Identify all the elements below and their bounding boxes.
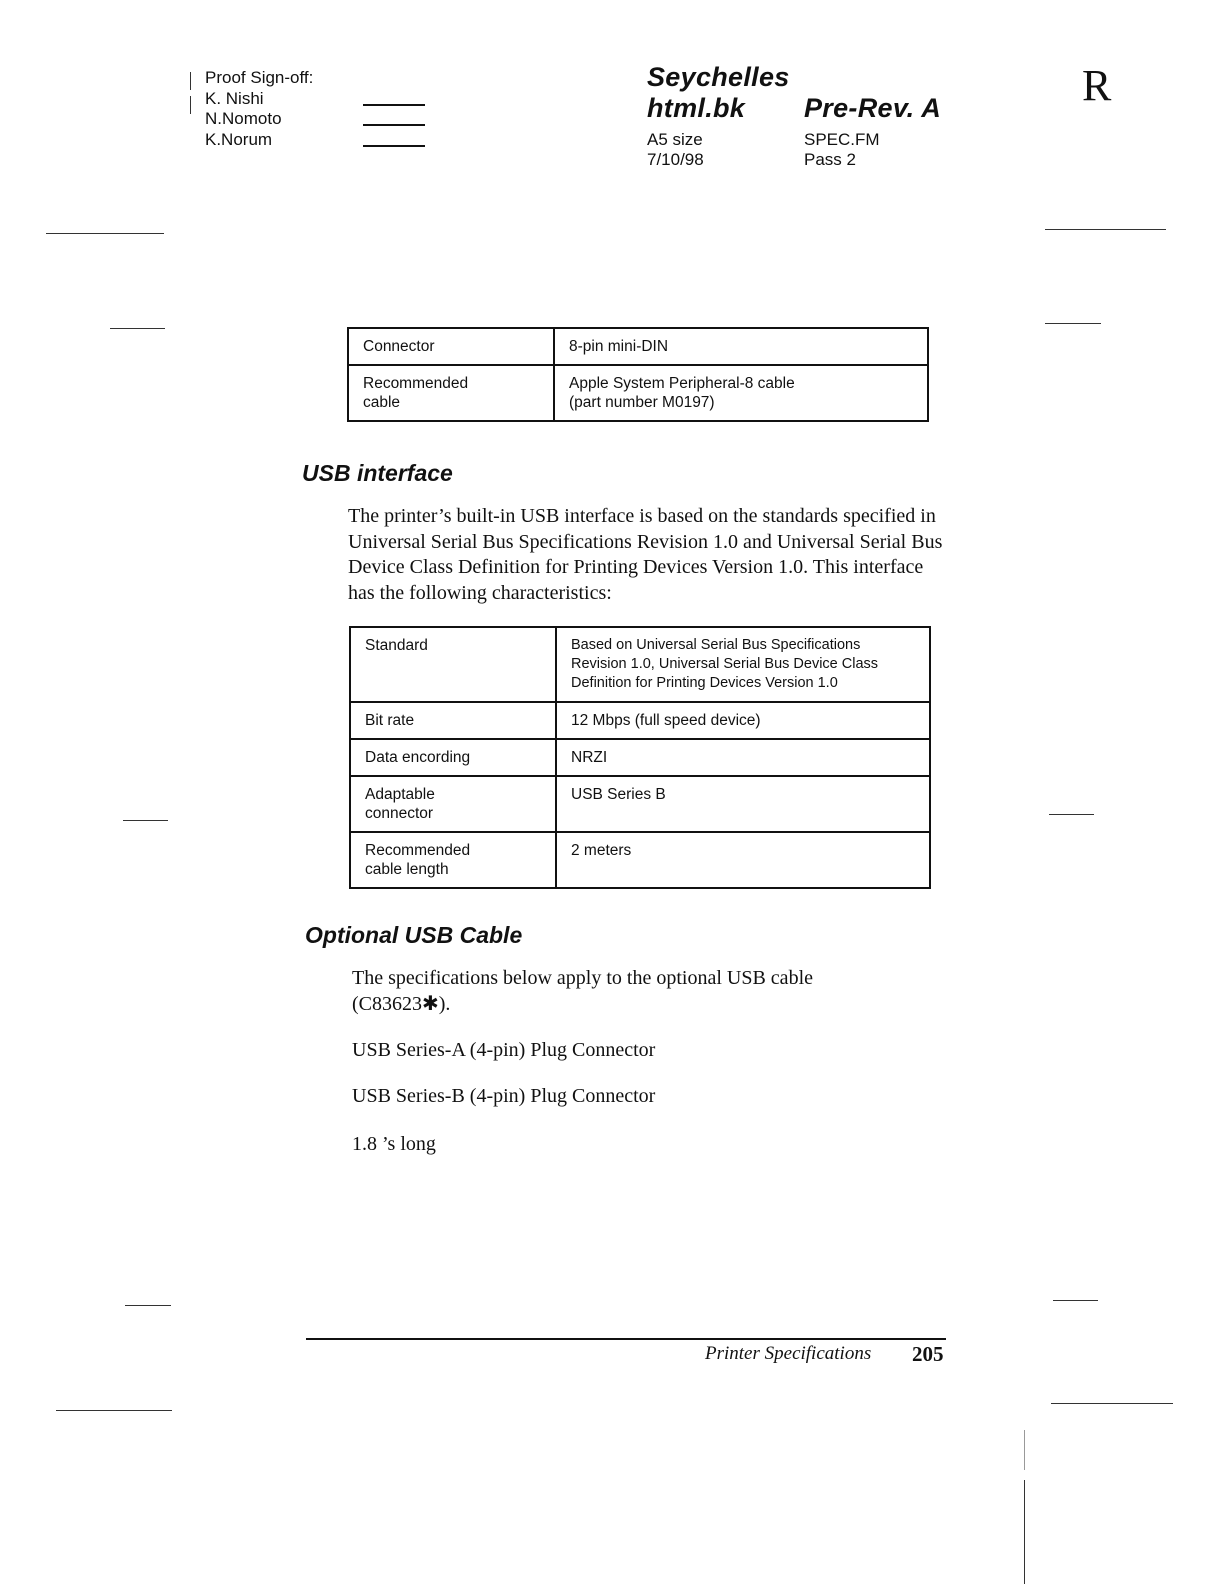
table-cell-label: Recommended cable [348, 365, 554, 421]
crop-mark [1051, 1403, 1173, 1404]
table-row [348, 328, 928, 365]
list-item: USB Series-A (4-pin) Plug Connector [352, 1039, 656, 1061]
table-cell-value: USB Series B [556, 776, 930, 832]
crop-mark [1053, 1300, 1098, 1301]
table-row [350, 702, 930, 739]
crop-mark [1049, 814, 1094, 815]
section-title-usb: USB interface [302, 460, 453, 486]
header-date: 7/10/98 [647, 150, 704, 169]
list-item: 1.8 ’s long [352, 1133, 436, 1155]
table-cell-label: Connector [348, 328, 554, 365]
proof-signoff-block [205, 68, 313, 150]
header-pass: Pass 2 [804, 150, 856, 169]
header-file: SPEC.FM [804, 130, 880, 149]
crop-mark [125, 1305, 171, 1306]
crop-mark [1045, 229, 1166, 230]
optional-cable-paragraph: The specifications below apply to the optional USB cable (C83623✱). [352, 967, 813, 1015]
table-cell-label: Data encording [350, 739, 556, 776]
table-row [350, 776, 930, 832]
header-size: A5 size [647, 130, 703, 149]
table-cell-value: 2 meters [556, 832, 930, 888]
table-cell-value: NRZI [556, 739, 930, 776]
table-row [350, 627, 930, 702]
header-title: Seychelles [647, 62, 790, 92]
table-cell-label: Bit rate [350, 702, 556, 739]
crop-mark [46, 233, 164, 234]
margin-tick [190, 72, 191, 90]
footer-section-name: Printer Specifications [705, 1343, 872, 1364]
header-book: html.bk [647, 93, 746, 123]
crop-mark [110, 328, 165, 329]
table-row [348, 365, 928, 421]
list-item: USB Series-B (4-pin) Plug Connector [352, 1085, 656, 1107]
connector-table [347, 327, 929, 422]
margin-tick [190, 96, 191, 114]
table-cell-label: Standard [350, 627, 556, 702]
crop-mark [1024, 1480, 1025, 1584]
table-cell-value: 12 Mbps (full speed device) [556, 702, 930, 739]
proof-heading: Proof Sign-off: [205, 68, 314, 87]
proof-name: K. Nishi [205, 88, 264, 108]
crop-mark [56, 1410, 172, 1411]
signature-line [363, 124, 425, 126]
footer-rule [306, 1338, 946, 1340]
crop-mark [1024, 1430, 1025, 1470]
corner-mark: R [1082, 61, 1112, 110]
table-cell-value: Apple System Peripheral-8 cable (part number M0197) [554, 365, 928, 421]
table-row [350, 832, 930, 888]
proof-name: N.Nomoto [205, 109, 282, 128]
table-cell-value: 8-pin mini-DIN [554, 328, 928, 365]
crop-mark [123, 820, 168, 821]
proof-name: K.Norum [205, 129, 273, 149]
signature-line [363, 145, 425, 147]
section-title-optional-cable: Optional USB Cable [305, 922, 523, 948]
table-cell-value: Based on Universal Serial Bus Specifications Revision 1.0, Universal Serial Bus Device Class Definition for Printing Devices Version 1.0 [556, 627, 930, 702]
crop-mark [1045, 323, 1101, 324]
header-revision: Pre-Rev. A [804, 93, 942, 123]
footer-page-number: 205 [912, 1342, 944, 1366]
table-cell-label: Adaptable connector [350, 776, 556, 832]
table-cell-label: Recommended cable length [350, 832, 556, 888]
usb-paragraph: The printer’s built-in USB interface is based on the standards specified in Universal Serial Bus Specifications Revision 1.0 and Universal Serial Bus Device Class Definition for Printing Devices Version 1.0. This interface has the following characteristics: [348, 505, 943, 604]
signature-line [363, 104, 425, 106]
usb-spec-table [349, 626, 931, 889]
table-row [350, 739, 930, 776]
